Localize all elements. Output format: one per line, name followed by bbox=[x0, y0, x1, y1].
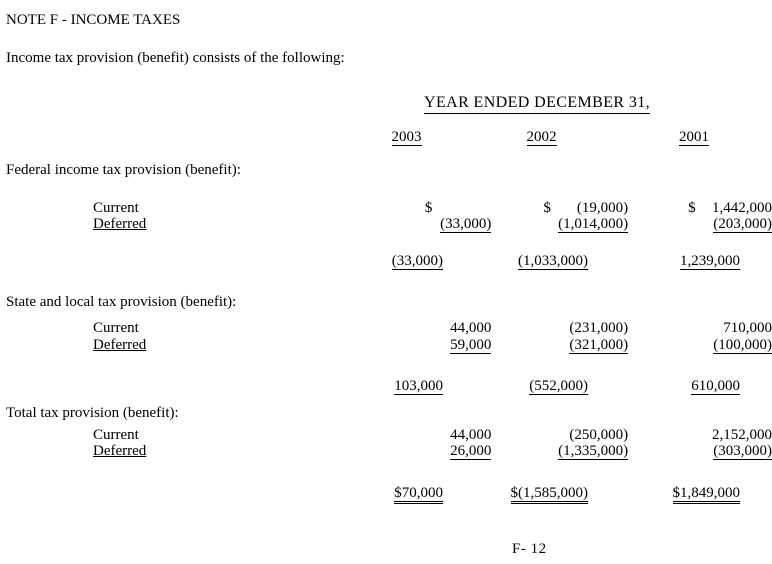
section-label-row bbox=[6, 405, 772, 421]
section-label-federal: Federal income tax provision (benefit): bbox=[6, 162, 241, 178]
period-header-row bbox=[6, 93, 772, 114]
amount: 44,000 bbox=[450, 320, 492, 336]
amount-cell bbox=[543, 443, 628, 460]
section-label-state: State and local tax provision (benefit): bbox=[6, 294, 237, 310]
table-row-federal-deferred bbox=[6, 216, 772, 233]
amount-cell bbox=[495, 378, 588, 395]
year-label: 2001 bbox=[679, 129, 709, 145]
amount: (1,335,000) bbox=[558, 443, 629, 459]
currency-symbol: $ bbox=[543, 200, 551, 216]
amount-cell bbox=[425, 443, 492, 460]
amount: (1,014,000) bbox=[558, 216, 629, 232]
row-label: Current bbox=[93, 427, 139, 443]
amount: (321,000) bbox=[569, 337, 629, 353]
amount: (250,000) bbox=[569, 427, 629, 443]
amount-cell bbox=[688, 320, 772, 336]
year-column-2002 bbox=[495, 129, 588, 146]
amount: (203,000) bbox=[713, 216, 772, 232]
amount: $1,849,000 bbox=[673, 485, 741, 504]
amount: (33,000) bbox=[391, 253, 443, 269]
amount: (1,033,000) bbox=[518, 253, 588, 269]
amount-cell bbox=[425, 200, 492, 216]
amount: (303,000) bbox=[713, 443, 772, 459]
currency-symbol: $ bbox=[424, 200, 433, 216]
amount-cell bbox=[495, 485, 588, 504]
row-label bbox=[6, 485, 370, 504]
amount-cell bbox=[425, 427, 492, 443]
intro-row bbox=[6, 50, 772, 66]
row-label: Deferred bbox=[93, 337, 147, 353]
row-label: Current bbox=[93, 320, 139, 336]
row-label bbox=[6, 378, 370, 395]
year-column-2001 bbox=[648, 129, 740, 146]
amount-cell bbox=[370, 485, 443, 504]
subtotal-row-federal bbox=[6, 253, 772, 270]
row-label: Deferred bbox=[93, 443, 147, 459]
amount: 103,000 bbox=[394, 378, 443, 394]
amount-cell bbox=[648, 378, 740, 395]
amount-cell bbox=[688, 337, 772, 354]
page-number: F- 12 bbox=[512, 541, 547, 557]
amount-cell bbox=[425, 216, 492, 233]
subtotal-row-state bbox=[6, 378, 772, 395]
amount-cell bbox=[543, 427, 628, 443]
amount-cell bbox=[495, 253, 588, 270]
amount-cell bbox=[688, 216, 772, 233]
amount-cell bbox=[370, 378, 443, 395]
note-title: NOTE F - INCOME TAXES bbox=[6, 12, 181, 28]
amount: 710,000 bbox=[723, 320, 772, 336]
row-label bbox=[6, 253, 370, 270]
year-header-row bbox=[6, 129, 772, 146]
currency-symbol: $ bbox=[688, 200, 696, 216]
intro-text: Income tax provision (benefit) consists of the following: bbox=[6, 50, 345, 66]
amount-cell bbox=[425, 337, 492, 354]
amount: 1,239,000 bbox=[680, 253, 740, 269]
grand-total-row bbox=[6, 485, 772, 504]
table-row-federal-current bbox=[6, 200, 772, 216]
amount: (100,000) bbox=[713, 337, 772, 353]
amount: (231,000) bbox=[569, 320, 629, 336]
year-label: 2003 bbox=[391, 129, 422, 145]
amount-cell bbox=[543, 216, 628, 233]
amount: $(1,585,000) bbox=[511, 485, 589, 504]
amount-cell bbox=[370, 253, 443, 270]
section-label-row bbox=[6, 294, 772, 310]
amount-cell bbox=[543, 320, 628, 336]
amount-cell bbox=[688, 200, 772, 216]
amount-cell bbox=[543, 337, 628, 354]
amount-cell bbox=[688, 443, 772, 460]
amount-cell bbox=[543, 200, 628, 216]
amount: $70,000 bbox=[394, 485, 443, 504]
amount-cell bbox=[648, 253, 740, 270]
amount-cell bbox=[425, 320, 492, 336]
amount: 26,000 bbox=[450, 443, 492, 459]
section-label-row bbox=[6, 162, 772, 178]
footer-row bbox=[6, 541, 772, 557]
row-label: Deferred bbox=[93, 216, 147, 232]
amount: (33,000) bbox=[440, 216, 492, 232]
year-label: 2002 bbox=[526, 129, 557, 145]
table-row-total-current bbox=[6, 427, 772, 443]
section-label-total: Total tax provision (benefit): bbox=[6, 405, 179, 421]
amount: 2,152,000 bbox=[712, 427, 772, 443]
year-header-spacer bbox=[6, 129, 370, 146]
year-column-2003 bbox=[370, 129, 443, 146]
amount-cell bbox=[688, 427, 772, 443]
row-label: Current bbox=[93, 200, 139, 216]
table-row-total-deferred bbox=[6, 443, 772, 460]
amount-cell bbox=[648, 485, 740, 504]
period-header: YEAR ENDED DECEMBER 31, bbox=[424, 93, 650, 114]
table-row-state-deferred bbox=[6, 337, 772, 354]
amount: 44,000 bbox=[450, 427, 492, 443]
amount: 59,000 bbox=[450, 337, 492, 353]
note-title-row bbox=[6, 12, 772, 28]
amount: 610,000 bbox=[691, 378, 740, 394]
amount: 1,442,000 bbox=[712, 200, 772, 216]
amount: (19,000) bbox=[576, 200, 629, 216]
table-row-state-current bbox=[6, 320, 772, 336]
amount: (552,000) bbox=[529, 378, 588, 394]
